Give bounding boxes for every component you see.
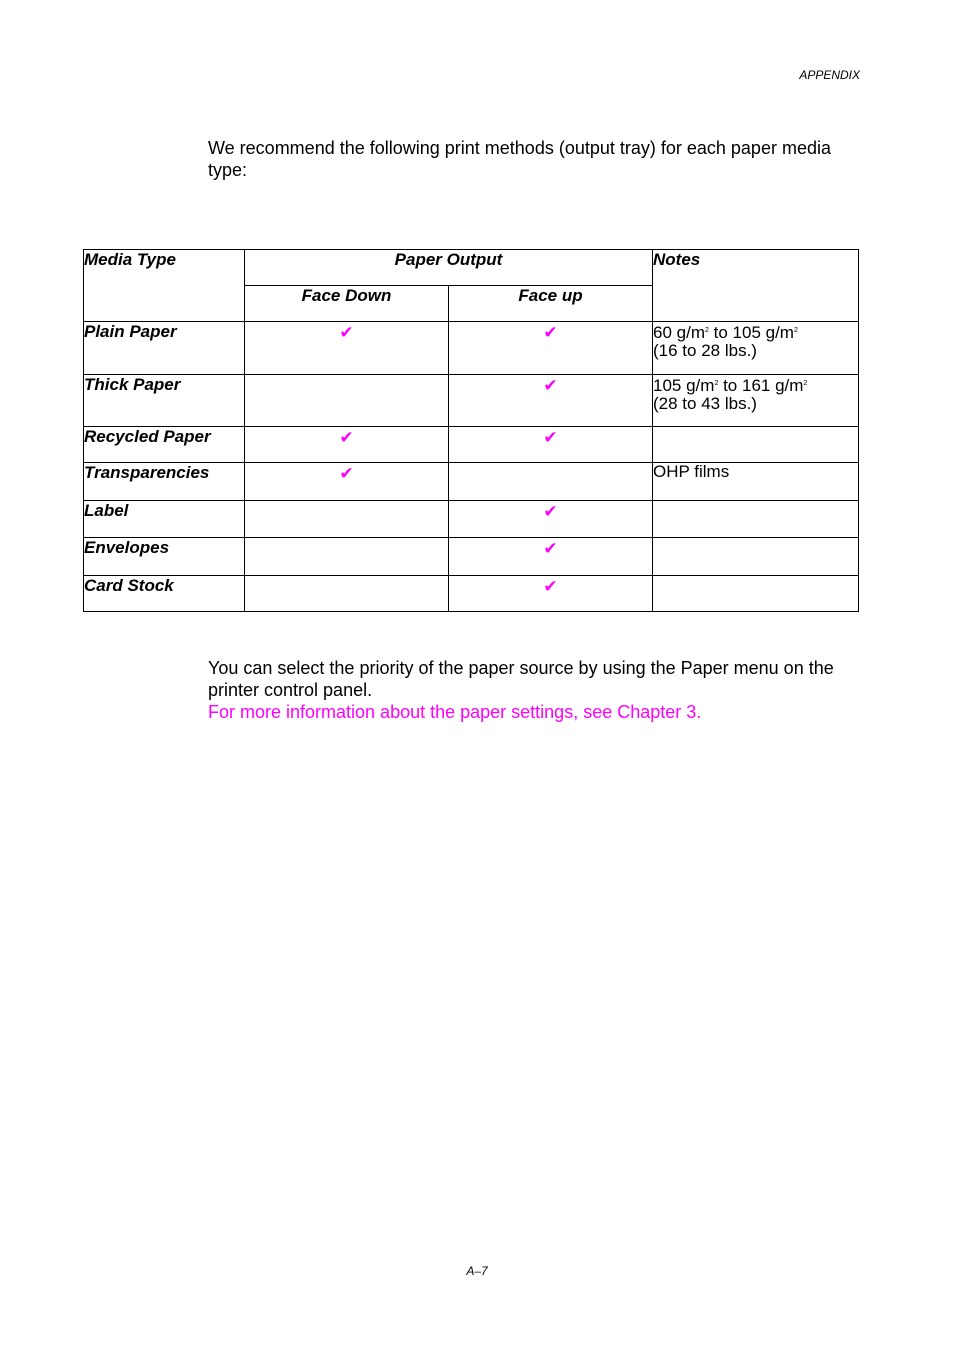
media-note: [653, 427, 859, 463]
media-note: [653, 538, 859, 576]
check-icon: ✔: [339, 464, 354, 483]
face-down-check: [245, 427, 449, 463]
face-down-empty: [245, 576, 449, 612]
check-icon: ✔: [543, 376, 558, 395]
header-face-up: Face up: [449, 286, 653, 322]
media-type-table: [83, 249, 859, 612]
table-row: [84, 463, 859, 501]
check-icon: ✔: [339, 428, 354, 447]
check-icon: ✔: [543, 539, 558, 558]
face-up-check: [449, 538, 653, 576]
media-note: 60 $g/m^2$ to 105 $g/m^2$ (16 to 28 lbs.): [653, 322, 859, 375]
header-paper-output: Paper Output: [245, 250, 653, 286]
table-row: [84, 501, 859, 538]
outro-paragraph: [208, 657, 888, 723]
media-note: 105 $g/m^2$ to 161 $g/m^2$ (28 to 43 lbs.): [653, 375, 859, 427]
table-row: [84, 427, 859, 463]
face-up-check: [449, 322, 653, 375]
header-media-type: Media Type: [84, 250, 245, 322]
check-icon: ✔: [543, 428, 558, 447]
media-type-label: Card Stock: [84, 576, 245, 612]
paper-source-text: You can select the priority of the paper source by using the Paper menu on the printer control panel.: [208, 658, 834, 700]
media-note: [653, 501, 859, 538]
face-down-empty: [245, 538, 449, 576]
page-number: A–7: [466, 1264, 488, 1278]
intro-paragraph: We recommend the following print methods (output tray) for each paper media type:: [208, 138, 831, 180]
check-icon: ✔: [543, 577, 558, 596]
media-type-label: Transparencies: [84, 463, 245, 501]
face-up-check: [449, 576, 653, 612]
face-up-check: [449, 427, 653, 463]
check-icon: ✔: [543, 323, 558, 342]
face-down-empty: [245, 501, 449, 538]
media-type-label: Label: [84, 501, 245, 538]
face-down-check: [245, 322, 449, 375]
check-icon: ✔: [339, 323, 354, 342]
table-row: [84, 576, 859, 612]
media-type-label: Plain Paper: [84, 322, 245, 375]
running-header: APPENDIX: [799, 68, 860, 82]
header-face-down: Face Down: [245, 286, 449, 322]
media-note: [653, 576, 859, 612]
table-row: [84, 322, 859, 375]
media-type-label: Recycled Paper: [84, 427, 245, 463]
face-up-empty: [449, 463, 653, 501]
media-type-label: Thick Paper: [84, 375, 245, 427]
check-icon: ✔: [543, 502, 558, 521]
table-row: [84, 375, 859, 427]
header-notes: Notes: [653, 250, 859, 322]
chapter-3-link[interactable]: For more information about the paper settings, see Chapter 3.: [208, 702, 702, 722]
media-note: OHP films: [653, 463, 859, 501]
face-up-check: [449, 375, 653, 427]
face-up-check: [449, 501, 653, 538]
media-type-label: Envelopes: [84, 538, 245, 576]
face-down-check: [245, 463, 449, 501]
table-row: [84, 538, 859, 576]
face-down-empty: [245, 375, 449, 427]
